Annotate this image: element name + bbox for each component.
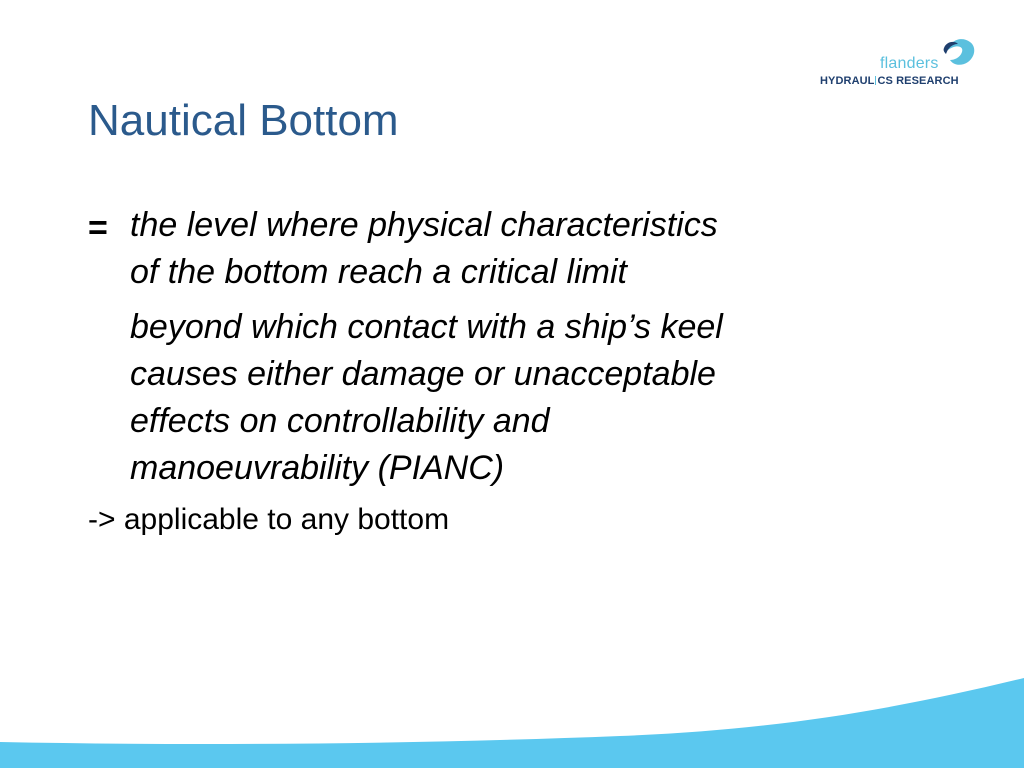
definition-continuation (88, 304, 968, 492)
slide-body (88, 202, 968, 540)
logo-subtitle (820, 76, 959, 87)
definition-line: the level where physical characteristics (130, 206, 718, 244)
slide-title: Nautical Bottom (88, 96, 399, 145)
definition-line: beyond which contact with a ship’s keel (130, 308, 723, 346)
logo-wave-icon (940, 36, 978, 68)
definition-line: manoeuvrability (PIANC) (130, 449, 505, 487)
definition-line: effects on controllability and (130, 402, 550, 440)
definition-block (88, 202, 968, 296)
logo-subtitle-left: HYDRAUL (820, 75, 875, 87)
bottom-wave-decoration (0, 668, 1024, 768)
flanders-hydraulics-research-logo (818, 36, 988, 92)
applicability-note: -> applicable to any bottom (88, 503, 450, 536)
definition-line: causes either damage or unacceptable (130, 355, 716, 393)
logo-subtitle-right: CS RESEARCH (877, 75, 959, 87)
logo-wordmark: flanders (880, 55, 939, 72)
definition-marker: = (88, 209, 108, 247)
definition-line: of the bottom reach a critical limit (130, 253, 627, 291)
